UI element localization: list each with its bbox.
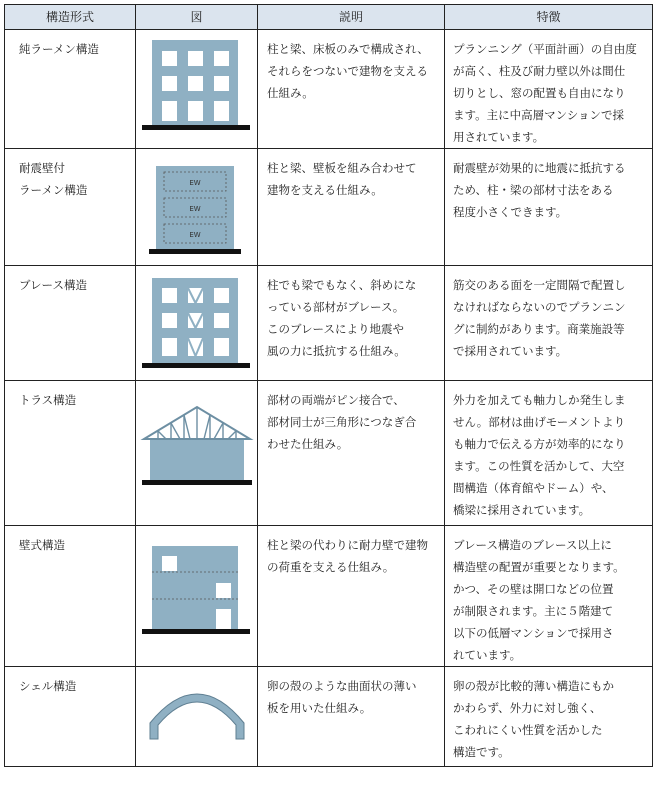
- ew-label: EW: [189, 231, 201, 239]
- description-line: 柱でも梁でもなく、斜めにな: [267, 278, 417, 292]
- features-line: 筋交のある面を一定間隔で配置し: [453, 278, 626, 292]
- name-line: ラーメン構造: [19, 183, 88, 197]
- features-line: 橋梁に採用されています。: [453, 503, 591, 517]
- description-line: 部材同士が三角形につなぎ合: [267, 415, 417, 429]
- description-line: 柱と梁、床板のみで構成され、: [267, 42, 429, 56]
- table-row: [5, 667, 653, 767]
- table-row: [5, 381, 653, 526]
- description-cell: [258, 266, 445, 381]
- features-cell: [445, 667, 653, 767]
- features-line: が高く、柱及び耐力壁以外は間仕: [453, 64, 626, 78]
- description-line: っている部材がブレース。: [267, 300, 405, 314]
- features-line: 構造壁の配置が重要となります。: [453, 560, 625, 574]
- description-line: 建物を支える仕組み。: [267, 183, 383, 197]
- description-line: 柱と梁、壁板を組み合わせて: [267, 161, 417, 175]
- structure-name: [5, 526, 136, 667]
- features-line: 卵の殻が比較的薄い構造にもか: [453, 679, 614, 693]
- description-line: このブレースにより地震や: [267, 322, 404, 336]
- structure-types-table: [4, 4, 653, 767]
- description-line: 板を用いた仕組み。: [267, 701, 372, 715]
- header-row: [5, 5, 653, 30]
- features-line: 以下の低層マンションで採用さ: [453, 626, 614, 640]
- features-line: かわらず、外力に対し強く、: [453, 701, 602, 715]
- structure-name: [5, 381, 136, 526]
- figure-cell: [136, 266, 258, 381]
- description-line: 仕組み。: [267, 86, 314, 100]
- description-cell: [258, 667, 445, 767]
- features-line: で採用されています。: [453, 344, 568, 358]
- structure-name: [5, 30, 136, 149]
- features-line: グに制約があります。商業施設等: [453, 322, 625, 336]
- features-line: こわれにくい性質を活かした: [453, 723, 603, 737]
- features-cell: [445, 526, 653, 667]
- structure-name: [5, 667, 136, 767]
- name-line: ブレース構造: [19, 278, 87, 292]
- header-description: 説明: [258, 5, 445, 30]
- features-line: れています。: [453, 648, 522, 662]
- table-row: [5, 149, 653, 266]
- features-line: 外力を加えても軸力しか発生しま: [453, 393, 626, 407]
- shell-arch-icon: [136, 667, 258, 765]
- brace-building-icon: [136, 266, 258, 379]
- description-cell: [258, 526, 445, 667]
- features-line: ます。主に中高層マンションで採: [453, 108, 625, 122]
- features-cell: [445, 30, 653, 149]
- rigid-frame-building-icon: [136, 30, 258, 145]
- header-figure: 図: [136, 5, 258, 30]
- features-line: 構造です。: [453, 745, 510, 759]
- figure-cell: [136, 149, 258, 266]
- description-line: 風の力に抵抗する仕組み。: [267, 344, 406, 358]
- table-row: [5, 30, 653, 149]
- features-line: も軸力で伝える方が効率的になり: [453, 437, 626, 451]
- features-line: 用されています。: [453, 130, 545, 144]
- features-cell: [445, 266, 653, 381]
- wall-structure-building-icon: [136, 526, 258, 664]
- features-cell: [445, 381, 653, 526]
- name-line: トラス構造: [19, 393, 77, 407]
- truss-building-icon: [136, 381, 258, 524]
- header-features: 特徴: [445, 5, 653, 30]
- figure-cell: [136, 381, 258, 526]
- name-line: 壁式構造: [19, 538, 65, 552]
- description-line: の荷重を支える仕組み。: [267, 560, 395, 574]
- description-line: 卵の殻のような曲面状の薄い: [267, 679, 417, 693]
- description-cell: [258, 381, 445, 526]
- structure-name: [5, 149, 136, 266]
- features-line: が制限されます。主に５階建て: [453, 604, 614, 618]
- description-line: 柱と梁の代わりに耐力壁で建物: [267, 538, 428, 552]
- description-line: わせた仕組み。: [267, 437, 349, 451]
- figure-cell: [136, 526, 258, 667]
- features-cell: [445, 149, 653, 266]
- figure-cell: [136, 667, 258, 767]
- features-line: 切りとし、窓の配置も自由になり: [453, 86, 626, 100]
- features-line: 程度小さくできます。: [453, 205, 568, 219]
- ew-label: EW: [189, 179, 201, 187]
- features-line: なければならないのでプランニン: [453, 300, 626, 314]
- features-line: かつ、その壁は開口などの位置: [453, 582, 614, 596]
- figure-cell: [136, 30, 258, 149]
- features-line: ます。この性質を活かして、大空: [453, 459, 625, 473]
- features-line: プランニング（平面計画）の自由度: [453, 42, 637, 56]
- description-cell: [258, 149, 445, 266]
- name-line: 純ラーメン構造: [19, 42, 99, 56]
- structure-name: [5, 266, 136, 381]
- features-line: せん。部材は曲げモーメントより: [453, 415, 626, 429]
- description-line: それらをつないで建物を支える: [267, 64, 428, 78]
- features-line: 耐震壁が効果的に地震に抵抗する: [453, 161, 626, 175]
- table-row: [5, 266, 653, 381]
- name-line: 耐震壁付: [19, 161, 65, 175]
- features-line: 間構造（体育館やドーム）や、: [453, 481, 614, 495]
- ew-label: EW: [189, 205, 201, 213]
- header-type: 構造形式: [5, 5, 136, 30]
- shear-wall-building-icon: [136, 149, 258, 264]
- description-cell: [258, 30, 445, 149]
- table-row: [5, 526, 653, 667]
- description-line: 部材の両端がピン接合で、: [267, 393, 405, 407]
- features-line: ため、柱・梁の部材寸法をある: [453, 183, 614, 197]
- features-line: ブレース構造のブレース以上に: [453, 538, 612, 552]
- name-line: シェル構造: [19, 679, 77, 693]
